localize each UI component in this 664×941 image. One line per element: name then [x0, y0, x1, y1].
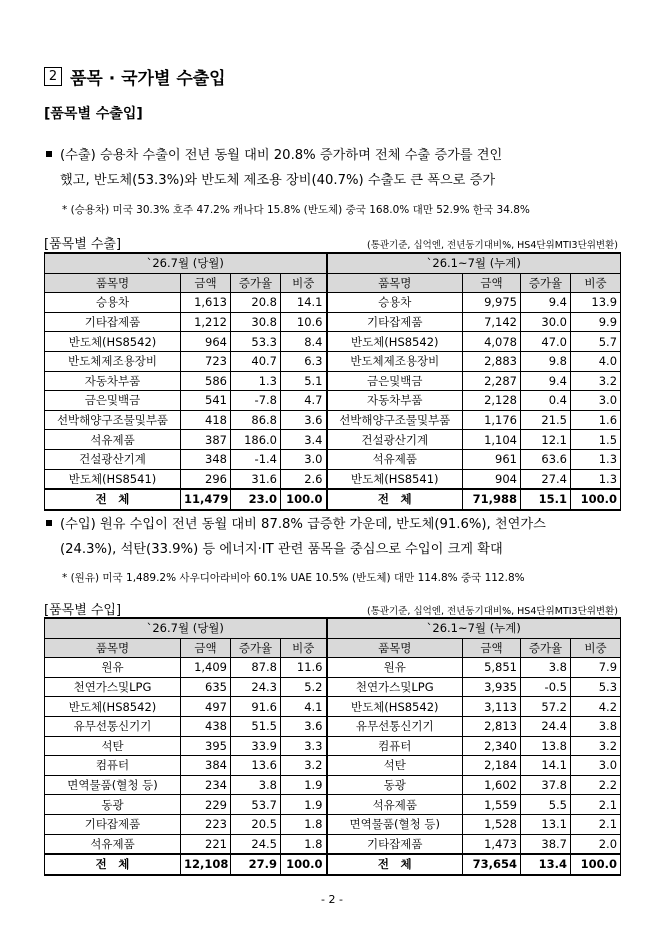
table-cell: 3,113 — [463, 697, 521, 717]
table-cell: 4.2 — [571, 697, 621, 717]
table-cell: 11.6 — [281, 658, 327, 678]
table-cell: 24.4 — [521, 716, 571, 736]
table-cell: -0.5 — [521, 677, 571, 697]
table-cell: 면역물품(혈청 등) — [45, 775, 181, 795]
table-cell: 기타잡제품 — [327, 312, 463, 332]
table-cell: 유무선통신기기 — [327, 716, 463, 736]
table-cell: 31.6 — [231, 469, 281, 489]
table-cell: 1.6 — [571, 410, 621, 430]
table-cell: 동광 — [45, 795, 181, 815]
table-cell: 40.7 — [231, 351, 281, 371]
import-table — [44, 617, 621, 876]
table-cell: 100.0 — [281, 489, 327, 510]
table-cell: 221 — [181, 834, 231, 854]
table-cell: 10.6 — [281, 312, 327, 332]
table-cell: 1.9 — [281, 775, 327, 795]
table-cell: 14.1 — [281, 293, 327, 313]
table-cell: 자동차부품 — [45, 371, 181, 391]
table-row — [45, 430, 621, 450]
table-cell: 4,078 — [463, 332, 521, 352]
table-cell: 2.1 — [571, 814, 621, 834]
table-cell: 30.8 — [231, 312, 281, 332]
table-cell: -1.4 — [231, 449, 281, 469]
table-cell: 635 — [181, 677, 231, 697]
table-cell: 2.1 — [571, 795, 621, 815]
table-header-row — [45, 273, 621, 293]
table-row — [45, 756, 621, 776]
table-cell: 금은및백금 — [45, 391, 181, 411]
table-cell: -7.8 — [231, 391, 281, 411]
table-cell: 11,479 — [181, 489, 231, 510]
table-cell: 3.0 — [571, 391, 621, 411]
table-cell: 전 체 — [45, 854, 181, 875]
table-cell: 9.8 — [521, 351, 571, 371]
table-cell: 13.9 — [571, 293, 621, 313]
table-cell: 33.9 — [231, 736, 281, 756]
table-cell: 건설광산기계 — [327, 430, 463, 450]
table-cell: 1.8 — [281, 834, 327, 854]
table-cell: 53.7 — [231, 795, 281, 815]
table-cell: 전 체 — [327, 489, 463, 510]
table-cell: 5.5 — [521, 795, 571, 815]
table-cell: 원유 — [327, 658, 463, 678]
table-cell: 천연가스및LPG — [45, 677, 181, 697]
table-row — [45, 697, 621, 717]
import-table-unit: (통관기준, 십억엔, 전년동기대비%, HS4단위MTI3단위변환) — [367, 606, 618, 617]
table-row — [45, 834, 621, 854]
column-header: 증가율 — [521, 273, 571, 293]
table-cell: 석탄 — [45, 736, 181, 756]
table-row — [45, 658, 621, 678]
column-header: 품목명 — [327, 638, 463, 658]
table-cell: 9,975 — [463, 293, 521, 313]
export-table — [44, 252, 621, 511]
table-cell: 13.8 — [521, 736, 571, 756]
bullet-square-icon — [46, 520, 52, 526]
table-cell: 723 — [181, 351, 231, 371]
table-cell: 86.8 — [231, 410, 281, 430]
table-cell: 5.1 — [281, 371, 327, 391]
import-table-caption: [품목별 수입] — [44, 603, 122, 618]
table-cell: 57.2 — [521, 697, 571, 717]
table-cell: 9.4 — [521, 293, 571, 313]
column-header: 품목명 — [45, 638, 181, 658]
table-row — [45, 469, 621, 489]
table-cell: 961 — [463, 449, 521, 469]
table-cell: 21.5 — [521, 410, 571, 430]
table-cell: 2,883 — [463, 351, 521, 371]
table-cell: 자동차부품 — [327, 391, 463, 411]
table-cell: 7,142 — [463, 312, 521, 332]
table-period-row — [45, 618, 621, 638]
table-row — [45, 293, 621, 313]
table-cell: 296 — [181, 469, 231, 489]
table-row — [45, 814, 621, 834]
table-cell: 348 — [181, 449, 231, 469]
table-cell: 반도체(HS8541) — [327, 469, 463, 489]
table-cell: 586 — [181, 371, 231, 391]
table-row — [45, 410, 621, 430]
table-cell: 38.7 — [521, 834, 571, 854]
table-cell: 12,108 — [181, 854, 231, 875]
table-cell: 3.4 — [281, 430, 327, 450]
table-cell: 1.3 — [571, 449, 621, 469]
table-cell: 27.4 — [521, 469, 571, 489]
column-header: 금액 — [181, 273, 231, 293]
table-cell: 천연가스및LPG — [327, 677, 463, 697]
column-header: 금액 — [463, 638, 521, 658]
table-cell: 면역물품(혈청 등) — [327, 814, 463, 834]
table-cell: 반도체제조용장비 — [45, 351, 181, 371]
table-row — [45, 312, 621, 332]
import-bullet-line1: (수입) 원유 수입이 전년 동월 대비 87.8% 급증한 가운데, 반도체(91.6%), 천연가스 — [60, 517, 546, 532]
table-cell: 석유제품 — [45, 430, 181, 450]
table-cell: 선박해양구조물및부품 — [327, 410, 463, 430]
table-cell: 2.0 — [571, 834, 621, 854]
column-header: 증가율 — [231, 638, 281, 658]
table-cell: 418 — [181, 410, 231, 430]
table-cell: 3.0 — [571, 756, 621, 776]
table-cell: 유무선통신기기 — [45, 716, 181, 736]
table-cell: 반도체(HS8541) — [45, 469, 181, 489]
table-cell: 1.9 — [281, 795, 327, 815]
table-row — [45, 736, 621, 756]
table-cell: 14.1 — [521, 756, 571, 776]
table-cell: 1,613 — [181, 293, 231, 313]
table-cell: 13.4 — [521, 854, 571, 875]
export-bullet-line1: (수출) 승용차 수출이 전년 동월 대비 20.8% 증가하며 전체 수출 증가를 견인 — [60, 148, 503, 163]
table-cell: 원유 — [45, 658, 181, 678]
table-row — [45, 332, 621, 352]
table-cell: 53.3 — [231, 332, 281, 352]
table-cell: 승용차 — [327, 293, 463, 313]
table-header-row — [45, 638, 621, 658]
table-cell: 964 — [181, 332, 231, 352]
table-cell: 24.3 — [231, 677, 281, 697]
table-cell: 1,409 — [181, 658, 231, 678]
table-cell: 전 체 — [45, 489, 181, 510]
column-header: 증가율 — [231, 273, 281, 293]
table-cell: 20.8 — [231, 293, 281, 313]
table-cell: 9.4 — [521, 371, 571, 391]
table-cell: 9.9 — [571, 312, 621, 332]
column-header: 비중 — [571, 273, 621, 293]
export-bullet-line2: 했고, 반도체(53.3%)와 반도체 제조용 장비(40.7%) 수출도 큰 폭으로 증가 — [60, 173, 496, 188]
table-cell: 2,813 — [463, 716, 521, 736]
table-cell: 기타잡제품 — [327, 834, 463, 854]
table-cell: 1.3 — [571, 469, 621, 489]
table-cell: 석유제품 — [327, 795, 463, 815]
table-cell: 반도체(HS8542) — [45, 332, 181, 352]
export-bullet — [44, 143, 634, 193]
table-cell: 438 — [181, 716, 231, 736]
table-cell: 2.6 — [281, 469, 327, 489]
table-cell: 3.8 — [571, 716, 621, 736]
period-left: `26.7월 (당월) — [45, 253, 327, 273]
table-cell: 8.4 — [281, 332, 327, 352]
column-header: 비중 — [281, 638, 327, 658]
column-header: 금액 — [181, 638, 231, 658]
table-row — [45, 371, 621, 391]
column-header: 비중 — [571, 638, 621, 658]
column-header: 품목명 — [45, 273, 181, 293]
table-cell: 395 — [181, 736, 231, 756]
table-cell: 71,988 — [463, 489, 521, 510]
period-left: `26.7월 (당월) — [45, 618, 327, 638]
period-right: `26.1~7월 (누계) — [327, 618, 621, 638]
table-cell: 5.3 — [571, 677, 621, 697]
table-cell: 전 체 — [327, 854, 463, 875]
table-cell: 석탄 — [327, 756, 463, 776]
table-cell: 1,528 — [463, 814, 521, 834]
table-cell: 승용차 — [45, 293, 181, 313]
table-cell: 선박해양구조물및부품 — [45, 410, 181, 430]
sub-heading: [품목별 수출입] — [44, 106, 143, 122]
table-cell: 2.2 — [571, 775, 621, 795]
table-cell: 229 — [181, 795, 231, 815]
table-cell: 기타잡제품 — [45, 312, 181, 332]
table-cell: 20.5 — [231, 814, 281, 834]
table-cell: 컴퓨터 — [45, 756, 181, 776]
table-row — [45, 677, 621, 697]
table-cell: 4.0 — [571, 351, 621, 371]
table-cell: 100.0 — [571, 489, 621, 510]
column-header: 금액 — [463, 273, 521, 293]
table-cell: 387 — [181, 430, 231, 450]
table-cell: 3.0 — [281, 449, 327, 469]
table-row — [45, 391, 621, 411]
table-cell: 5.2 — [281, 677, 327, 697]
export-table-caption: [품목별 수출] — [44, 237, 122, 252]
table-row — [45, 775, 621, 795]
table-cell: 3.2 — [281, 756, 327, 776]
table-cell: 7.9 — [571, 658, 621, 678]
table-cell: 30.0 — [521, 312, 571, 332]
bullet-square-icon — [46, 151, 52, 157]
table-cell: 51.5 — [231, 716, 281, 736]
table-cell: 2,128 — [463, 391, 521, 411]
table-cell: 2,287 — [463, 371, 521, 391]
table-cell: 541 — [181, 391, 231, 411]
table-cell: 904 — [463, 469, 521, 489]
table-cell: 1.5 — [571, 430, 621, 450]
table-cell: 73,654 — [463, 854, 521, 875]
table-cell: 1,473 — [463, 834, 521, 854]
table-cell: 87.8 — [231, 658, 281, 678]
table-row — [45, 716, 621, 736]
table-cell: 1.8 — [281, 814, 327, 834]
export-note: * (승용차) 미국 30.3% 호주 47.2% 캐나다 15.8% (반도체) 중국 168.0% 대만 52.9% 한국 34.8% — [62, 204, 530, 216]
table-cell: 5,851 — [463, 658, 521, 678]
table-cell: 186.0 — [231, 430, 281, 450]
table-cell: 1,212 — [181, 312, 231, 332]
table-cell: 24.5 — [231, 834, 281, 854]
table-row — [45, 449, 621, 469]
table-cell: 석유제품 — [327, 449, 463, 469]
table-cell: 6.3 — [281, 351, 327, 371]
import-bullet-line2: (24.3%), 석탄(33.9%) 등 에너지·IT 관련 품목을 중심으로 수입이 크게 확대 — [60, 542, 503, 557]
import-bullet — [44, 512, 634, 562]
column-header: 증가율 — [521, 638, 571, 658]
table-cell: 37.8 — [521, 775, 571, 795]
table-cell: 컴퓨터 — [327, 736, 463, 756]
table-cell: 13.6 — [231, 756, 281, 776]
table-cell: 497 — [181, 697, 231, 717]
table-cell: 1,602 — [463, 775, 521, 795]
table-cell: 5.7 — [571, 332, 621, 352]
table-cell: 4.1 — [281, 697, 327, 717]
table-cell: 1,104 — [463, 430, 521, 450]
table-cell: 3.6 — [281, 410, 327, 430]
table-total-row — [45, 854, 621, 875]
table-cell: 2,340 — [463, 736, 521, 756]
table-cell: 석유제품 — [45, 834, 181, 854]
table-cell: 223 — [181, 814, 231, 834]
section-title: 품목 · 국가별 수출입 — [70, 69, 226, 89]
table-cell: 1,176 — [463, 410, 521, 430]
table-cell: 동광 — [327, 775, 463, 795]
table-cell: 건설광산기계 — [45, 449, 181, 469]
table-cell: 금은및백금 — [327, 371, 463, 391]
table-cell: 4.7 — [281, 391, 327, 411]
page-number: - 2 - — [321, 893, 343, 906]
column-header: 품목명 — [327, 273, 463, 293]
table-cell: 100.0 — [571, 854, 621, 875]
table-cell: 47.0 — [521, 332, 571, 352]
export-table-unit: (통관기준, 십억엔, 전년동기대비%, HS4단위MTI3단위변환) — [367, 240, 618, 251]
table-total-row — [45, 489, 621, 510]
table-cell: 23.0 — [231, 489, 281, 510]
table-cell: 반도체제조용장비 — [327, 351, 463, 371]
table-cell: 3.8 — [231, 775, 281, 795]
table-cell: 1.3 — [231, 371, 281, 391]
table-cell: 기타잡제품 — [45, 814, 181, 834]
table-cell: 384 — [181, 756, 231, 776]
table-row — [45, 795, 621, 815]
table-cell: 15.1 — [521, 489, 571, 510]
column-header: 비중 — [281, 273, 327, 293]
table-cell: 2,184 — [463, 756, 521, 776]
section-number: 2 — [44, 67, 62, 86]
table-cell: 63.6 — [521, 449, 571, 469]
table-cell: 반도체(HS8542) — [45, 697, 181, 717]
table-cell: 반도체(HS8542) — [327, 697, 463, 717]
table-cell: 3.6 — [281, 716, 327, 736]
table-cell: 반도체(HS8542) — [327, 332, 463, 352]
table-row — [45, 351, 621, 371]
table-cell: 27.9 — [231, 854, 281, 875]
table-cell: 12.1 — [521, 430, 571, 450]
table-cell: 3.2 — [571, 736, 621, 756]
table-cell: 3.3 — [281, 736, 327, 756]
table-cell: 0.4 — [521, 391, 571, 411]
import-note: * (원유) 미국 1,489.2% 사우디아라비아 60.1% UAE 10.5% (반도체) 대만 114.8% 중국 112.8% — [62, 572, 525, 584]
table-period-row — [45, 253, 621, 273]
table-cell: 3.2 — [571, 371, 621, 391]
table-cell: 100.0 — [281, 854, 327, 875]
section-heading — [44, 64, 226, 89]
table-cell: 1,559 — [463, 795, 521, 815]
period-right: `26.1~7월 (누계) — [327, 253, 621, 273]
table-cell: 234 — [181, 775, 231, 795]
table-cell: 13.1 — [521, 814, 571, 834]
table-cell: 3,935 — [463, 677, 521, 697]
table-cell: 91.6 — [231, 697, 281, 717]
table-cell: 3.8 — [521, 658, 571, 678]
